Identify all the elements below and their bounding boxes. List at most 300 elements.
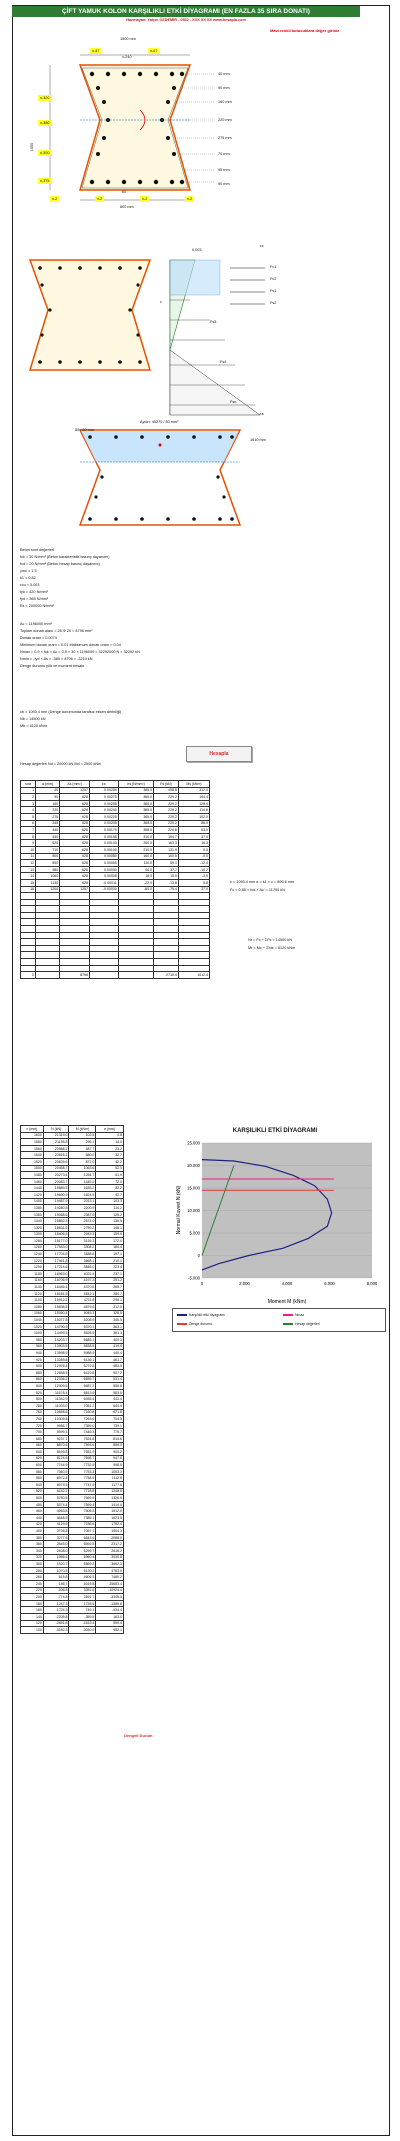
- table-row-empty: [21, 912, 210, 919]
- table-cell: 1260: [21, 1244, 44, 1251]
- table-cell: [89, 952, 118, 959]
- table-cell: 739.1: [96, 1422, 124, 1429]
- level-8: 90 mm: [218, 182, 230, 186]
- table-cell: 680: [21, 1435, 44, 1442]
- table-cell: 16.3: [178, 840, 209, 847]
- left-input-2[interactable]: x-380: [40, 121, 50, 125]
- table-cell: 7747.9: [69, 1482, 96, 1489]
- table-cell: 1326.9: [96, 1495, 124, 1502]
- input-line-1: fcd = 20 N/mm² (Beton hesap basınç dayanımı): [20, 562, 100, 566]
- input-line-10: Donatı oranı = 0.0074: [20, 636, 57, 640]
- table-cell: 1512.0: [96, 1508, 124, 1515]
- level-7: 95 mm: [218, 168, 230, 172]
- table-cell: 440.4: [96, 1350, 124, 1357]
- table-cell: [60, 912, 90, 919]
- table-cell: 4370.6: [69, 1284, 96, 1291]
- table-cell: 1580: [21, 1139, 44, 1146]
- force-fs1: Fs1: [270, 289, 277, 293]
- table-cell: 7753.4: [69, 1468, 96, 1475]
- table-row: [21, 1257, 124, 1264]
- table-cell: 872.0: [69, 1158, 96, 1165]
- table-cell: -434.4: [96, 1607, 124, 1614]
- table-cell: [118, 945, 153, 952]
- table-cell: 15912.2: [43, 1297, 69, 1304]
- table-cell: 1053.3: [96, 1468, 124, 1475]
- y-tick-label: 20.000: [187, 1163, 200, 1168]
- table-cell: 15: [21, 879, 36, 886]
- table-cell: 531.4: [96, 1376, 124, 1383]
- table-cell: 11003.0: [43, 1402, 69, 1409]
- table-cell: 580: [21, 1468, 44, 1475]
- force-fc1: Fc1: [270, 265, 277, 269]
- table-cell: 1177.6: [96, 1482, 124, 1489]
- table-cell: 7446.3: [69, 1429, 96, 1436]
- table-cell: [89, 899, 118, 906]
- table-cell: 540: [21, 1482, 44, 1489]
- col-header: e (mm): [96, 1126, 124, 1133]
- table-cell: 156.7: [43, 1580, 69, 1587]
- left-input-3[interactable]: x-300: [40, 151, 50, 155]
- table-cell: 9599.1: [43, 1429, 69, 1436]
- bottom-input-3[interactable]: x-2: [142, 197, 148, 201]
- table-cell: 583.5: [96, 1389, 124, 1396]
- table-cell: [154, 919, 179, 926]
- table-cell: 0.00275: [89, 794, 118, 801]
- table-cell: 620: [21, 1455, 44, 1462]
- input-line-4: εcu = 0.003: [20, 583, 40, 587]
- top-right-input[interactable]: x-47: [150, 49, 158, 53]
- table-cell: [36, 959, 60, 966]
- table-cell: [60, 899, 90, 906]
- table-cell: 197.1: [96, 1251, 124, 1258]
- input-line-11: Minimum donatı oranı = 0.01 Maksimum donatı oranı = 0.04: [20, 643, 121, 647]
- table-cell: 940: [21, 1350, 44, 1357]
- result-line-2: Mb = 6120 kNm: [20, 724, 47, 728]
- table-footer-row: [21, 972, 210, 979]
- top-left-input[interactable]: x-47: [92, 49, 100, 53]
- table-cell: -9.0: [178, 853, 209, 860]
- table-row-empty: [21, 939, 210, 946]
- table-cell: 17943.0: [43, 1244, 69, 1251]
- table-cell: 507.2: [96, 1369, 124, 1376]
- table-cell: 37.0: [178, 886, 209, 893]
- bottom-input-4[interactable]: x-2: [187, 197, 193, 201]
- table-cell: 7698.7: [69, 1455, 96, 1462]
- table-cell: -3030.0: [69, 1627, 96, 1634]
- table-row: [21, 1528, 124, 1535]
- table-cell: [60, 906, 90, 913]
- table-cell: 680.0: [69, 1152, 96, 1159]
- y-tick-label: 25.000: [187, 1140, 200, 1146]
- table-cell: 7505.2: [69, 1508, 96, 1515]
- table-cell: 1904.3: [96, 1528, 124, 1535]
- table-cell: 100: [21, 1627, 44, 1634]
- table-row: [21, 853, 210, 860]
- table-cell: 7593.6: [69, 1442, 96, 1449]
- table-cell: 20988.2: [43, 1145, 69, 1152]
- col-header: c (mm): [21, 1126, 44, 1133]
- table-cell: 40: [36, 787, 60, 794]
- table-cell: 312.0: [178, 787, 209, 794]
- table-row: [21, 1442, 124, 1449]
- table-cell: 11342.9: [43, 1396, 69, 1403]
- table-cell: 5960.4: [69, 1554, 96, 1561]
- rebar-table-body: [21, 787, 210, 978]
- table-row: [21, 1416, 124, 1423]
- table-row: [21, 1462, 124, 1469]
- table-row-empty: [21, 959, 210, 966]
- page-title: ÇİFT YAMUK KOLON KARŞILIKLI ETKİ DİYAGRAMI (EN FAZLA 35 SIRA DONATI): [12, 6, 360, 17]
- input-line-3: k1 = 0.82: [20, 576, 36, 580]
- x-tick-label: 2.000: [239, 1281, 250, 1286]
- table-cell: [118, 912, 153, 919]
- force-fs3: Fs3: [210, 320, 217, 324]
- table-row: [21, 1627, 124, 1634]
- table-cell: 3668.1: [69, 1257, 96, 1264]
- table-cell: 17461.8: [43, 1257, 69, 1264]
- table-cell: 365.0: [118, 820, 153, 827]
- table-row: [21, 1218, 124, 1225]
- table-cell: 611.4: [96, 1396, 124, 1403]
- table-cell: 295.1: [69, 1139, 96, 1146]
- table-row: [21, 1369, 124, 1376]
- table-cell: 6136.1: [69, 1356, 96, 1363]
- table-cell: 420: [21, 1521, 44, 1528]
- table-cell: 1728.5: [69, 1600, 96, 1607]
- level-4: 220 mm: [218, 118, 232, 122]
- table-cell: 1623.5: [96, 1515, 124, 1522]
- table-cell: [154, 906, 179, 913]
- table-cell: 0.00179: [89, 827, 118, 834]
- table-cell: [154, 952, 179, 959]
- table-cell: 6843.6: [69, 1534, 96, 1541]
- table-cell: 1000: [21, 1330, 44, 1337]
- table-row: [21, 1409, 124, 1416]
- table-row: [21, 1422, 124, 1429]
- table-cell: 700: [21, 1429, 44, 1436]
- col-header: Fs (kN): [154, 781, 179, 788]
- rebar-table: [20, 780, 210, 979]
- table-row: [21, 813, 210, 820]
- x-tick-label: 6.000: [324, 1281, 335, 1286]
- table-cell: 5.8: [178, 879, 209, 886]
- table-cell: 2591.7: [69, 1594, 96, 1601]
- table-cell: 7669.9: [69, 1495, 96, 1502]
- table-row-empty: [21, 919, 210, 926]
- table-row: [21, 1317, 124, 1324]
- table-row: [21, 1337, 124, 1344]
- table-cell: 628: [60, 860, 90, 867]
- table-cell: [118, 919, 153, 926]
- table-cell: 6592.5: [69, 1541, 96, 1548]
- table-row: [21, 1402, 124, 1409]
- left-input-1[interactable]: x-320: [40, 96, 50, 100]
- table-cell: 1600: [21, 1132, 44, 1139]
- table-row: [21, 1561, 124, 1568]
- table-cell: 365.0: [118, 800, 153, 807]
- table-cell: 131.9: [154, 846, 179, 853]
- table-cell: -12.4: [178, 860, 209, 867]
- table-row: [21, 1343, 124, 1350]
- table-row: [21, 1376, 124, 1383]
- table-cell: 172.0: [96, 1238, 124, 1245]
- table-row: [21, 1356, 124, 1363]
- bottom-width-dim: 800 mm: [120, 205, 134, 209]
- table-cell: [154, 939, 179, 946]
- table-cell: 3126.3: [69, 1238, 96, 1245]
- table-cell: 628: [60, 866, 90, 873]
- table-cell: 419.9: [96, 1343, 124, 1350]
- bottom-input-2[interactable]: x-2: [97, 197, 103, 201]
- table-row: [21, 1429, 124, 1436]
- calculate-button[interactable]: Hesapla: [186, 746, 252, 762]
- table-cell: 500: [21, 1495, 44, 1502]
- top-width-dim: 1500 mm: [120, 37, 136, 41]
- table-cell: 6935.4: [69, 1396, 96, 1403]
- bottom-input-1[interactable]: x-2: [52, 197, 58, 201]
- table-cell: 1240: [21, 1251, 44, 1258]
- table-cell: 32.7: [96, 1152, 124, 1159]
- table-cell: [178, 952, 209, 959]
- table-cell: 8499.8: [43, 1449, 69, 1456]
- table-cell: 7758.9: [69, 1475, 96, 1482]
- table-cell: [154, 965, 179, 972]
- table-row-empty: [21, 952, 210, 959]
- input-line-5: fyk = 420 N/mm²: [20, 590, 48, 594]
- table-cell: 14: [21, 873, 36, 880]
- table-cell: [60, 939, 90, 946]
- table-cell: 16181.5: [43, 1290, 69, 1297]
- table-cell: 1360: [21, 1211, 44, 1218]
- table-cell: [89, 965, 118, 972]
- table-row: [21, 1574, 124, 1581]
- table-cell: 0.00030: [89, 866, 118, 873]
- table-cell: 20083.7: [43, 1178, 69, 1185]
- table-cell: 20273.4: [43, 1172, 69, 1179]
- table-row: [21, 1211, 124, 1218]
- table-cell: 125.2: [96, 1211, 124, 1218]
- table-cell: 82.2: [96, 1185, 124, 1192]
- table-cell: 20458.7: [43, 1165, 69, 1172]
- table-cell: 16963.0: [43, 1271, 69, 1278]
- table-row: [21, 807, 210, 814]
- y-tick-label: 10.000: [187, 1208, 200, 1213]
- table-cell: 25653.4: [96, 1580, 124, 1587]
- table-cell: 628: [60, 827, 90, 834]
- table-cell: 19280.5: [43, 1205, 69, 1212]
- table-cell: 6579.5: [43, 1482, 69, 1489]
- table1-note-0: c = 1093.4 mm a = k1 × c = 896.6 mm: [230, 880, 295, 884]
- table-cell: 4129.5: [43, 1521, 69, 1528]
- table-cell: 260.0: [118, 840, 153, 847]
- table-cell: 2: [21, 794, 36, 801]
- table-cell: [118, 906, 153, 913]
- table-cell: 21319.0: [43, 1132, 69, 1139]
- table-cell: 4022.4: [69, 1271, 96, 1278]
- table-cell: 2088.0: [96, 1534, 124, 1541]
- left-input-4[interactable]: x-375: [40, 179, 50, 183]
- result-line-3: Hesap değerleri Nd = 20000 kN Md = 2500 kNm: [20, 762, 102, 766]
- table-cell: 237.1: [96, 1271, 124, 1278]
- table-row: [21, 1468, 124, 1475]
- table-row: [21, 866, 210, 873]
- table-cell: 2845.0: [43, 1541, 69, 1548]
- table-cell: 640.9: [96, 1402, 124, 1409]
- table-cell: 1070.5: [43, 1567, 69, 1574]
- table-cell: 628: [60, 807, 90, 814]
- table-cell: [178, 893, 209, 900]
- table-cell: 159.9: [96, 1231, 124, 1238]
- level-6: 70 mm: [218, 152, 230, 156]
- table-cell: 100.5: [154, 853, 179, 860]
- table-cell: 440: [21, 1515, 44, 1522]
- table-row: [21, 1152, 124, 1159]
- table-cell: 12976.4: [43, 1363, 69, 1370]
- table-cell: -1724.3: [43, 1607, 69, 1614]
- table-cell: 18406.5: [43, 1231, 69, 1238]
- table-cell: 12009.5: [43, 1383, 69, 1390]
- table-cell: [154, 926, 179, 933]
- table-row: [21, 1541, 124, 1548]
- table-row: [21, 820, 210, 827]
- table-cell: 461.7: [96, 1356, 124, 1363]
- x-tick-label: 8.000: [366, 1281, 378, 1286]
- table-cell: 6279.8: [69, 1363, 96, 1370]
- table-row: [21, 1363, 124, 1370]
- input-line-0: fck = 30 N/mm² (Beton karakteristik basınç dayanımı): [20, 555, 110, 559]
- table-row: [21, 1534, 124, 1541]
- table-cell: 800: [21, 1396, 44, 1403]
- table-cell: 3662.3: [96, 1561, 124, 1568]
- table-cell: 1060: [21, 1310, 44, 1317]
- level-5: 275 mm: [218, 136, 232, 140]
- table-cell: 381.3: [96, 1330, 124, 1337]
- table-cell: 365.0: [118, 794, 153, 801]
- table-row: [21, 1165, 124, 1172]
- table-cell: [178, 906, 209, 913]
- table-cell: 61.9: [96, 1172, 124, 1179]
- table-cell: 229.2: [154, 813, 179, 820]
- table-cell: 3488.8: [69, 1251, 96, 1258]
- table-cell: -10924.4: [96, 1587, 124, 1594]
- table-row-empty: [21, 965, 210, 972]
- table-row: [21, 1594, 124, 1601]
- table-cell: 487.7: [69, 1145, 96, 1152]
- table-row: [21, 1508, 124, 1515]
- table-row: [21, 1310, 124, 1317]
- table-cell: 18631.6: [43, 1224, 69, 1231]
- table-cell: 8870.6: [43, 1442, 69, 1449]
- table-cell: 6972.4: [43, 1475, 69, 1482]
- table-cell: 2710.4: [154, 972, 179, 979]
- table-cell: 1180: [21, 1271, 44, 1278]
- table-cell: 19889.5: [43, 1185, 69, 1192]
- table-cell: 1257: [60, 886, 90, 893]
- table-cell: [36, 952, 60, 959]
- table-cell: 900: [21, 1363, 44, 1370]
- legend-item-3: Hesap değerleri: [283, 1322, 320, 1326]
- table-row: [21, 1304, 124, 1311]
- table-row: [21, 1231, 124, 1238]
- table-cell: [118, 893, 153, 900]
- table-cell: 2013.1: [69, 1198, 96, 1205]
- table-row: [21, 1567, 124, 1574]
- table-cell: [89, 972, 118, 979]
- table-cell: 223.4: [96, 1264, 124, 1271]
- table-row: [21, 1475, 124, 1482]
- table-row: [21, 1251, 124, 1258]
- table-cell: 224.8: [154, 827, 179, 834]
- table-cell: 280.7: [96, 1290, 124, 1297]
- table-cell: 11678.4: [43, 1389, 69, 1396]
- table-cell: 0.00155: [89, 833, 118, 840]
- table-row: [21, 1172, 124, 1179]
- table-cell: 380: [21, 1534, 44, 1541]
- table-cell: 0.00289: [89, 787, 118, 794]
- table-cell: 52.0: [96, 1165, 124, 1172]
- table-row: [21, 1521, 124, 1528]
- table-cell: 800: [36, 853, 60, 860]
- chart-legend: [172, 1308, 386, 1332]
- table-cell: [21, 965, 36, 972]
- table-cell: 6555.7: [69, 1376, 96, 1383]
- col-header: d (mm): [36, 781, 60, 788]
- table-cell: 363.1: [96, 1323, 124, 1330]
- table-cell: 5528.9: [69, 1330, 96, 1337]
- y-tick-label: 5.000: [189, 1230, 200, 1236]
- table-cell: 10: [21, 846, 36, 853]
- table-cell: 2317.2: [96, 1541, 124, 1548]
- table-cell: 8124.6: [43, 1455, 69, 1462]
- table-row: [21, 873, 210, 880]
- strain-top-label: 0.003: [192, 248, 202, 252]
- table-cell: 760: [21, 1409, 44, 1416]
- table-cell: 14.0: [96, 1139, 124, 1146]
- table-cell: 280: [21, 1567, 44, 1574]
- y-tick-label: -5.000: [188, 1275, 200, 1281]
- page-subtitle: Hazırlayan: Yalçın ÖZDEMİR - 0532 - XXX XX XX www.hesapla.com: [126, 18, 246, 22]
- table-cell: 6813.9: [69, 1389, 96, 1396]
- table-cell: -1613.4: [69, 1620, 96, 1627]
- table-cell: [89, 893, 118, 900]
- table-cell: 11: [21, 853, 36, 860]
- table-cell: 1540: [21, 1152, 44, 1159]
- table-cell: 840: [21, 1383, 44, 1390]
- table-row: [21, 1396, 124, 1403]
- table1-note-1: Fc = 0.85 × fcd × Ac' = 11790 kN: [230, 888, 285, 892]
- table-cell: 628: [60, 800, 90, 807]
- table-cell: 1254.7: [69, 1172, 96, 1179]
- table-cell: 2387.9: [69, 1211, 96, 1218]
- table-cell: [21, 912, 36, 919]
- table-cell: [60, 919, 90, 926]
- table-cell: 0.00205: [89, 820, 118, 827]
- table-cell: 200: [21, 1594, 44, 1601]
- table-cell: [21, 932, 36, 939]
- table-row: [21, 1271, 124, 1278]
- table-row: [21, 1613, 124, 1620]
- table-row: [21, 1495, 124, 1502]
- table-cell: 960: [21, 1343, 44, 1350]
- table-cell: 1160: [21, 1277, 44, 1284]
- table-cell: 16706.9: [43, 1277, 69, 1284]
- table-row: [21, 833, 210, 840]
- table-cell: [154, 912, 179, 919]
- table-cell: 63.0: [178, 827, 209, 834]
- table1-note-3: Mr = Mc + ΣMs = 6120 kNm: [248, 946, 296, 950]
- table-row-empty: [21, 926, 210, 933]
- table-cell: -2691.8: [43, 1620, 69, 1627]
